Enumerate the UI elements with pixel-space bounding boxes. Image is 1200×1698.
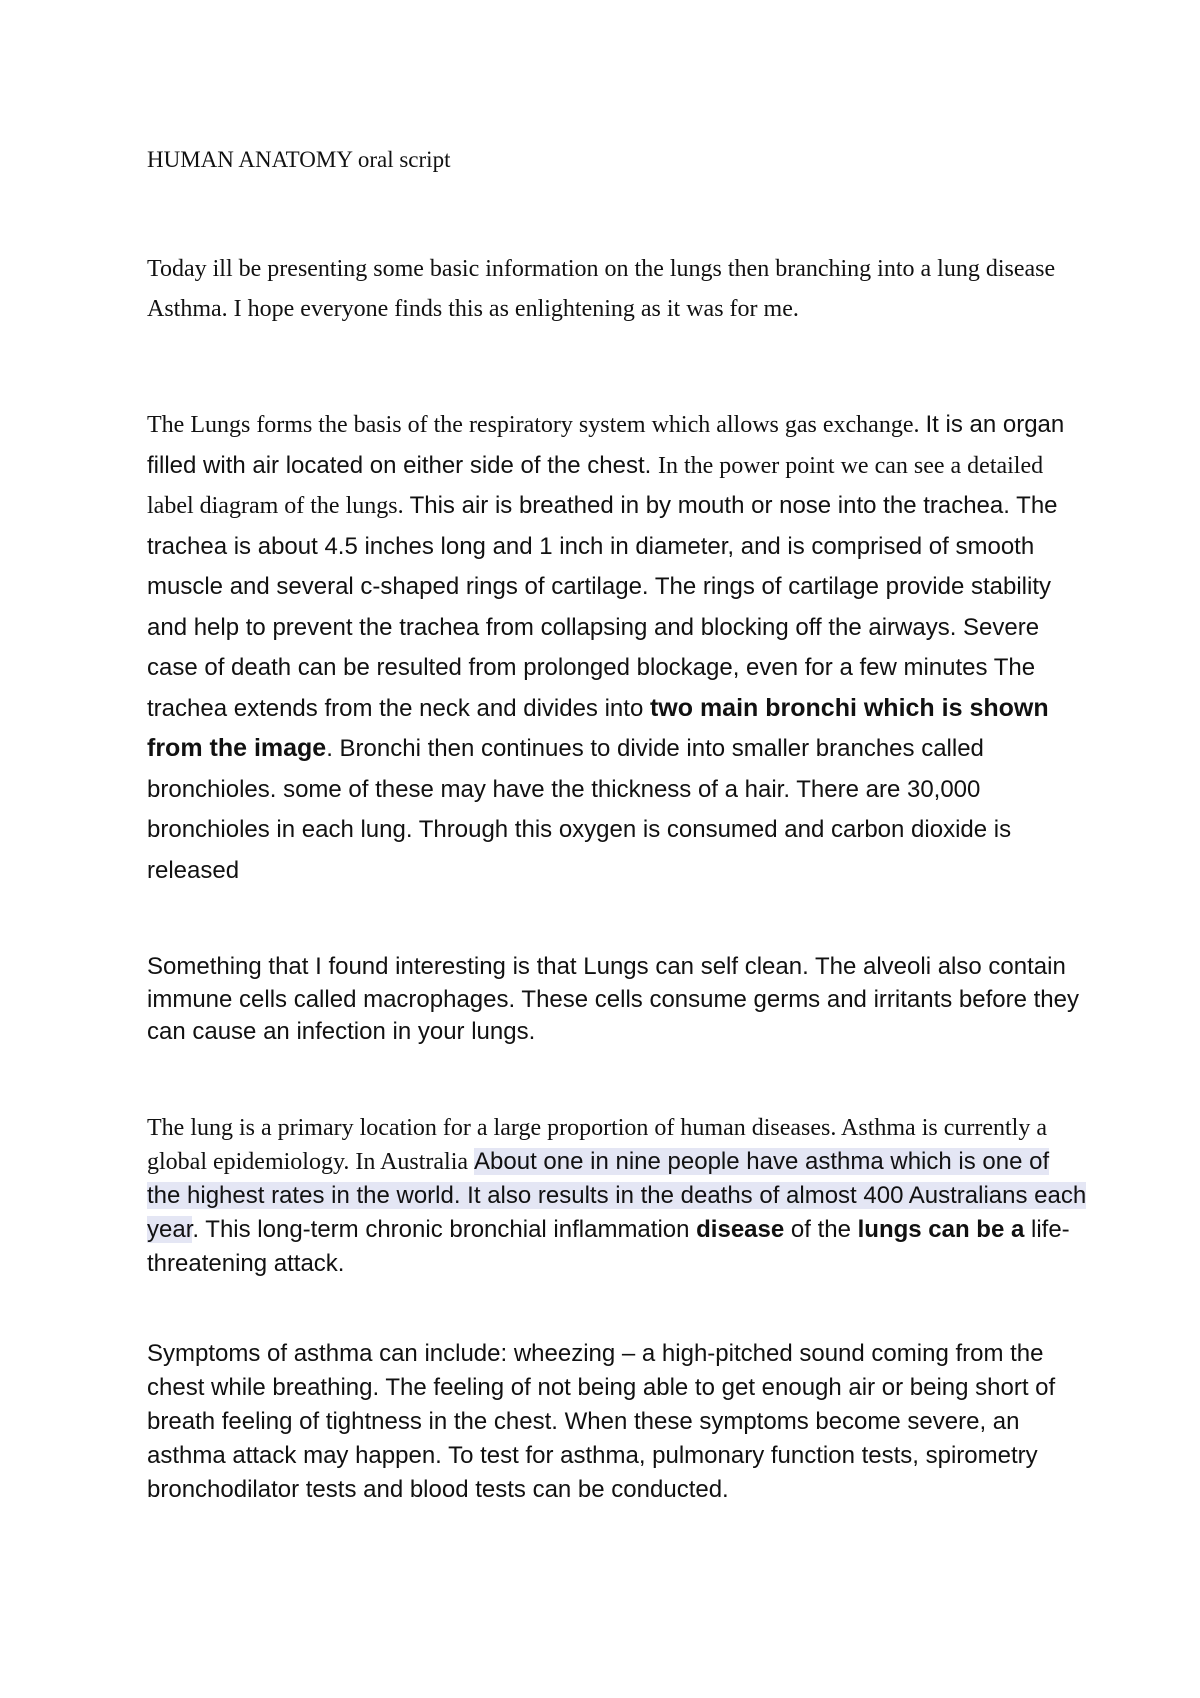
lungs-text-4: This air is breathed in by mouth or nose into the trachea. The trachea is about 4.5 inches long and 1 inch in diameter, and is comprised of smooth muscle and several c-shaped rings of cartilage. The rings of cartilage provide stability and help to prevent the trachea from collapsing and blocking off the airways. Severe case of death can be resulted from prolonged blockage, even for a few minutes The trachea extends from the neck and divides into	[147, 492, 1058, 722]
lungs-text-1: The Lungs forms the basis of the respiratory system which allows gas exchange.	[147, 412, 926, 438]
self-clean-paragraph: Something that I found interesting is that Lungs can self clean. The alveoli also contain immune cells called macrophages. These cells consume germs and irritants before they can cause an infection in your lungs.	[147, 953, 1079, 1045]
asthma-text-1: The lung is a primary location for a large proportion of human diseases. Asthma is currently a global epidemiology. In Australia	[147, 1115, 1047, 1175]
asthma-paragraph	[147, 1111, 1087, 1281]
symptoms-paragraph: Symptoms of asthma can include: wheezing – a high-pitched sound coming from the chest while breathing. The feeling of not being able to get enough air or being short of breath feeling of tightness in the chest. When these symptoms become severe, an asthma attack may happen. To test for asthma, pulmonary function tests, spirometry bronchodilator tests and blood tests can be conducted.	[147, 1340, 1056, 1503]
lungs-text-2: It is an organ filled with air located on either side of the chest.	[147, 411, 1065, 479]
lungs-paragraph	[147, 405, 1087, 891]
asthma-text-4: . This long-term chronic bronchial inflammation	[192, 1216, 697, 1243]
document-title: HUMAN ANATOMY oral script	[147, 147, 451, 172]
lungs-text-bold: two main bronchi which is shown from the image	[147, 693, 1049, 762]
asthma-highlight-1: About one in nine people have asthma which is one of the highest rates in the world.	[147, 1148, 1050, 1209]
asthma-text-8: life-threatening attack.	[147, 1216, 1070, 1277]
lungs-text-6: . Bronchi then continues to divide into smaller branches called bronchioles. some of these may have the thickness of a hair. There are 30,000 bronchioles in each lung. Through this oxygen is consumed and carbon dioxide is released	[147, 735, 1012, 884]
asthma-highlight-2: It also results in the deaths of almost 400 Australians each year	[147, 1182, 1087, 1243]
intro-paragraph: Today ill be presenting some basic information on the lungs then branching into a lung disease Asthma. I hope everyone finds this as enlightening as it was for me.	[147, 256, 1056, 322]
lungs-text-3: In the power point we can see a detailed label diagram of the lungs.	[147, 452, 1044, 519]
asthma-text-6: of the	[784, 1216, 858, 1243]
asthma-text-bold-2: lungs can be a	[857, 1216, 1025, 1243]
asthma-text-bold-1: disease	[696, 1216, 785, 1243]
